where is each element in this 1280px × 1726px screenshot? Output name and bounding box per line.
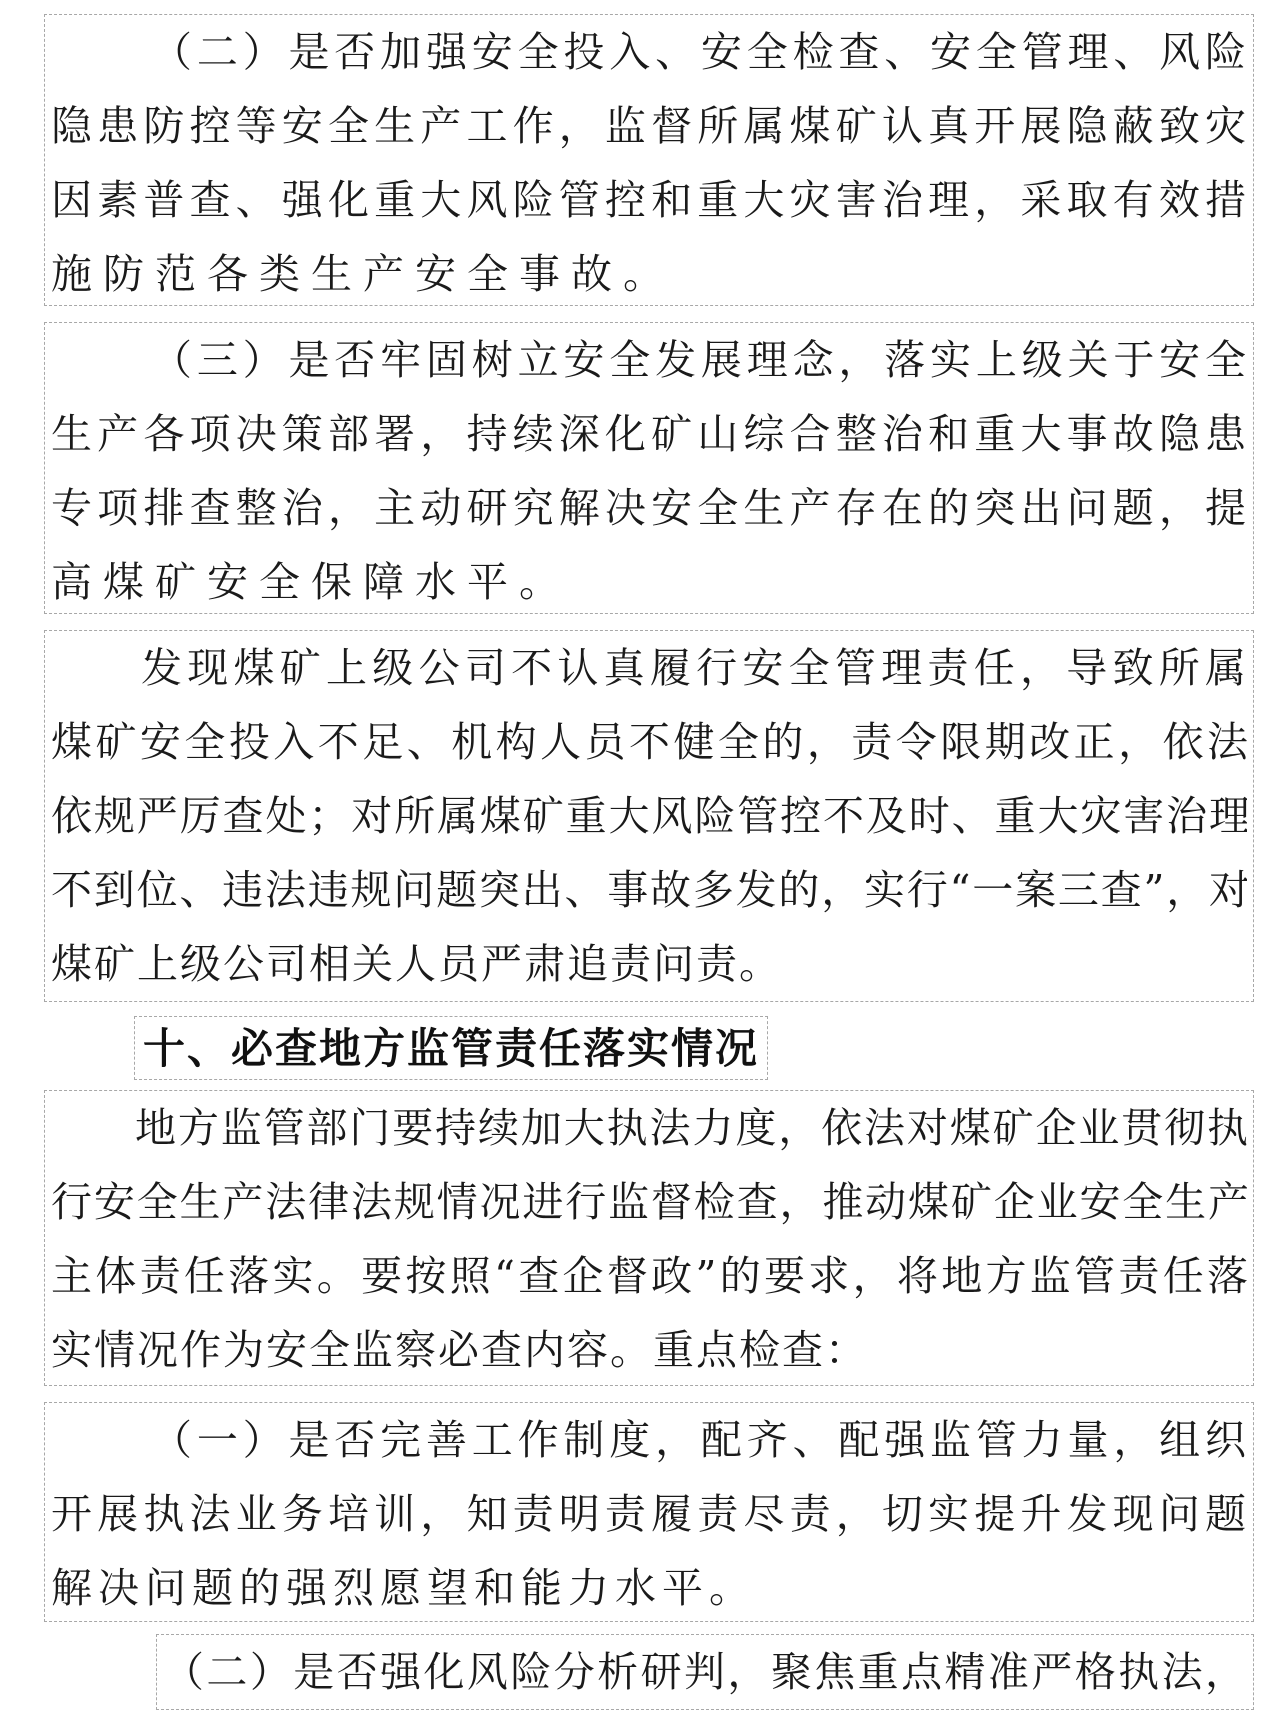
- text-line: 煤矿上级公司相关人员严肃追责问责。: [51, 940, 782, 988]
- text-line: （二）是否强化风险分析研判，聚焦重点精准严格执法，: [163, 1648, 1247, 1696]
- text-line: 依规严厉查处；对所属煤矿重大风险管控不及时、重大灾害治理: [51, 792, 1247, 840]
- paragraph-item-2-enterprise: [44, 14, 1254, 306]
- text-line: 行安全生产法律法规情况进行监督检查，推动煤矿企业安全生产: [51, 1178, 1247, 1226]
- paragraph-item-1-local: [44, 1402, 1254, 1622]
- text-line: 专项排查整治，主动研究解决安全生产存在的突出问题，提: [51, 484, 1247, 532]
- text-line: （三）是否牢固树立安全发展理念，落实上级关于安全: [151, 336, 1247, 384]
- text-line: 施防范各类生产安全事故。: [51, 250, 675, 298]
- text-line: 发现煤矿上级公司不认真履行安全管理责任，导致所属: [141, 644, 1247, 692]
- text-line: 生产各项决策部署，持续深化矿山综合整治和重大事故隐患: [51, 410, 1247, 458]
- paragraph-item-3-enterprise: [44, 322, 1254, 614]
- section-heading: 十、必查地方监管责任落实情况: [134, 1016, 768, 1080]
- paragraph-item-2-local: [156, 1634, 1254, 1710]
- text-line: 开展执法业务培训，知责明责履责尽责，切实提升发现问题: [51, 1490, 1247, 1538]
- text-line: （一）是否完善工作制度，配齐、配强监管力量，组织: [151, 1416, 1247, 1464]
- text-line: 不到位、违法违规问题突出、事故多发的，实行“一案三查”，对: [51, 866, 1247, 914]
- text-line: 解决问题的强烈愿望和能力水平。: [51, 1564, 756, 1612]
- text-line: 主体责任落实。要按照“查企督政”的要求，将地方监管责任落: [51, 1252, 1247, 1300]
- text-line: 高煤矿安全保障水平。: [51, 558, 571, 606]
- text-line: 地方监管部门要持续加大执法力度，依法对煤矿企业贯彻执: [135, 1104, 1247, 1152]
- paragraph-local-supervision: [44, 1090, 1254, 1386]
- text-line: 煤矿安全投入不足、机构人员不健全的，责令限期改正，依法: [51, 718, 1247, 766]
- text-line: （二）是否加强安全投入、安全检查、安全管理、风险: [151, 28, 1247, 76]
- text-line: 因素普查、强化重大风险管控和重大灾害治理，采取有效措: [51, 176, 1247, 224]
- text-line: 隐患防控等安全生产工作，监督所属煤矿认真开展隐蔽致灾: [51, 102, 1247, 150]
- paragraph-enforcement: [44, 630, 1254, 1002]
- text-line: 实情况作为安全监察必查内容。重点检查：: [51, 1326, 868, 1374]
